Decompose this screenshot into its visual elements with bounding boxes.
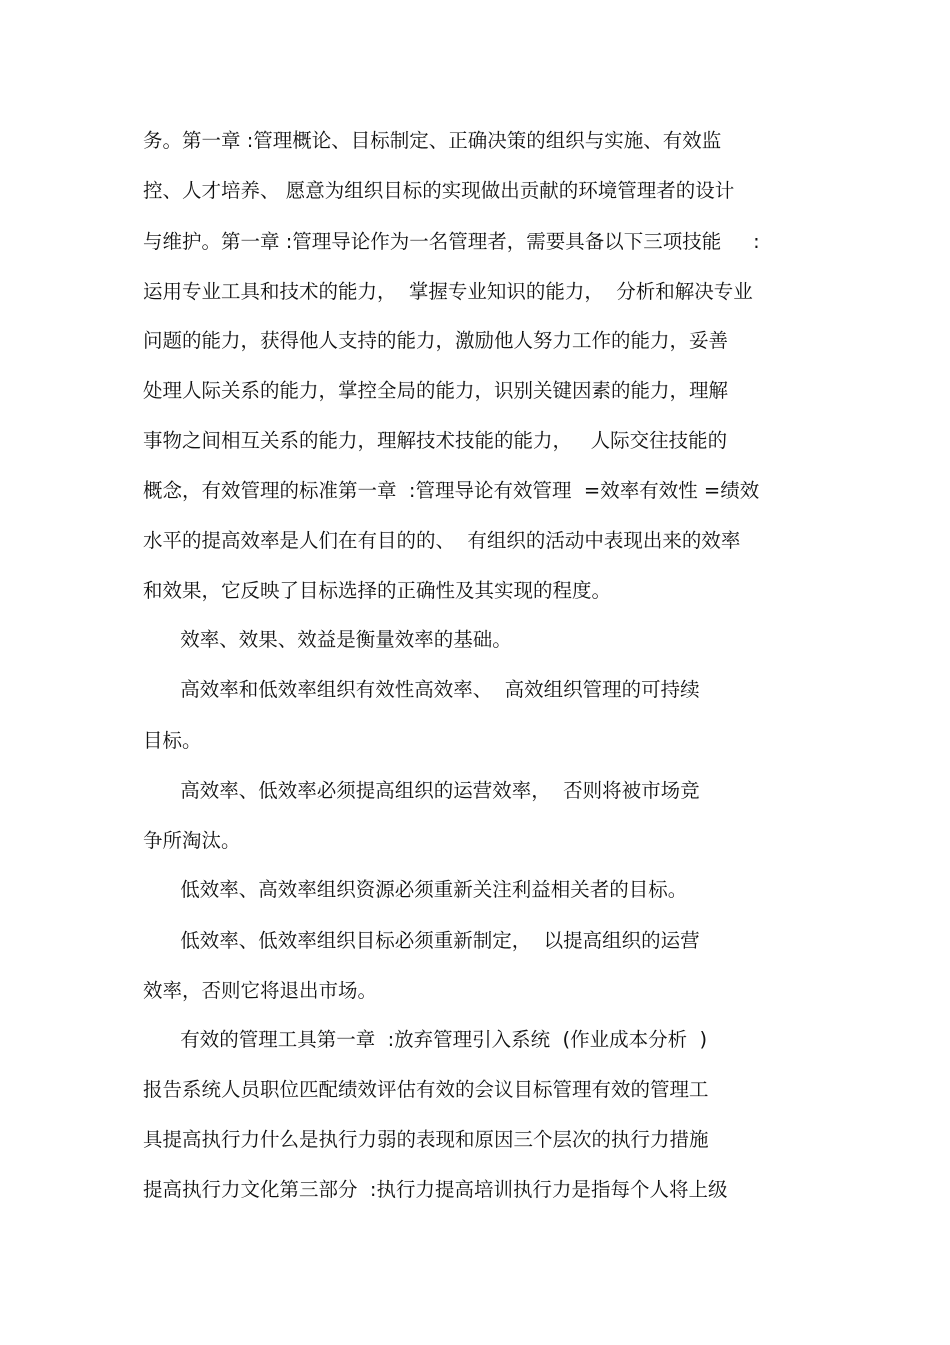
text-line: 提高执行力文化第三部分 :执行力提高培训执行力是指每个人将上级 <box>143 1178 728 1201</box>
text-line: 效率，否则它将退出市场。 <box>143 979 378 1002</box>
text-line: 处理人际关系的能力，掌控全局的能力，识别关键因素的能力，理解 <box>143 379 729 402</box>
text-line: 与维护。第一章 :管理导论作为一名管理者，需要具备以下三项技能 : <box>143 230 760 253</box>
text-line: 控、人才培养、 愿意为组织目标的实现做出贡献的环境管理者的设计 <box>143 179 735 202</box>
text-line: 低效率、低效率组织目标必须重新制定， 以提高组织的运营 <box>143 929 700 952</box>
text-line: 低效率、高效率组织资源必须重新关注利益相关者的目标。 <box>143 878 688 901</box>
text-line: 水平的提高效率是人们在有目的的、 有组织的活动中表现出来的效率 <box>143 529 741 552</box>
text-line: 目标。 <box>143 729 202 752</box>
text-line: 有效的管理工具第一章 :放弃管理引入系统 (作业成本分析 ) <box>143 1028 708 1051</box>
text-line: 高效率和低效率组织有效性高效率、 高效组织管理的可持续 <box>143 678 700 701</box>
text-line: 高效率、低效率必须提高组织的运营效率， 否则将被市场竞 <box>143 779 700 802</box>
text-line: 效率、效果、效益是衡量效率的基础。 <box>143 628 512 651</box>
text-line: 务。第一章 :管理概论、目标制定、正确决策的组织与实施、有效监 <box>143 129 722 152</box>
text-line: 概念，有效管理的标准第一章 :管理导论有效管理 =效率有效性 =绩效 <box>143 479 760 502</box>
text-line: 运用专业工具和技术的能力， 掌握专业知识的能力， 分析和解决专业 <box>143 280 753 303</box>
text-line: 报告系统人员职位匹配绩效评估有效的会议目标管理有效的管理工 <box>143 1078 709 1101</box>
text-line: 和效果，它反映了目标选择的正确性及其实现的程度。 <box>143 579 612 602</box>
text-line: 具提高执行力什么是执行力弱的表现和原因三个层次的执行力措施 <box>143 1128 709 1151</box>
text-line: 事物之间相互关系的能力，理解技术技能的能力， 人际交往技能的 <box>143 429 728 452</box>
text-line: 问题的能力，获得他人支持的能力，激励他人努力工作的能力，妥善 <box>143 329 729 352</box>
text-line: 争所淘汰。 <box>143 829 241 852</box>
